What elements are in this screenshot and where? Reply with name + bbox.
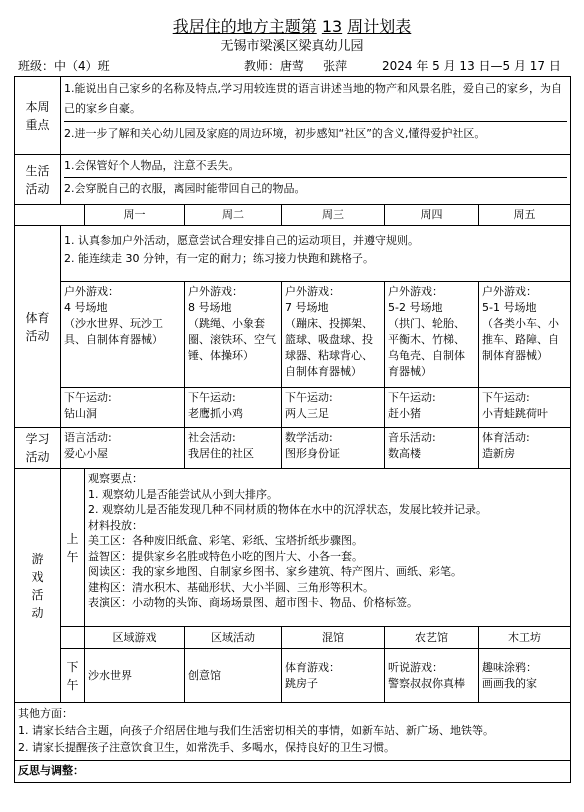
- day-mon: 周一: [85, 205, 185, 226]
- title-prefix: 我居住的地方主题第: [172, 17, 317, 36]
- study-content: 我居住的社区: [188, 447, 254, 460]
- page-title: [14, 16, 570, 38]
- others-item: 1. 请家长结合主题，向孩子介绍居住地与我们生活密切相关的事情，如新车站、新广场、地铁等。: [18, 724, 494, 737]
- pm-cell: 听说游戏： 警察叔叔你真棒: [385, 649, 479, 703]
- life-content: [61, 155, 571, 205]
- outdoor-site: 5-2 号场地: [388, 301, 443, 314]
- outdoor-title: 户外游戏：: [388, 285, 443, 298]
- outdoor-site: 4 号场地: [64, 301, 108, 314]
- observe-title: 观察要点：: [88, 472, 143, 485]
- pe-label: 体育 活动: [15, 226, 61, 428]
- days-header-blank: [15, 205, 85, 226]
- afternoon-cell-thu: [385, 388, 479, 428]
- afternoon-cell-fri: [479, 388, 571, 428]
- pe-goals: [61, 226, 571, 282]
- study-row: [15, 428, 571, 469]
- materials-title: 材料投放：: [88, 518, 143, 532]
- focus-content: [61, 77, 571, 155]
- materials-item: 益智区：提供家乡名胜或特色小吃的图片大、小各一套。: [88, 549, 363, 563]
- afternoon-cell-tue: [185, 388, 282, 428]
- study-title: 语言活动:: [64, 431, 112, 444]
- afternoon-cell-mon: [61, 388, 185, 428]
- pe-goal: 2. 能连续走 30 分钟，有一定的耐力；练习接力快跑和跳格子。: [64, 252, 374, 265]
- game-label: 游 戏 活 动: [15, 469, 61, 703]
- outdoor-content: （跳绳、小象套圈、滚铁环、空气锤、体操环）: [188, 317, 276, 362]
- study-cell-wed: [282, 428, 385, 469]
- outdoor-content: （沙水世界、玩沙工具、自制体育器械）: [64, 317, 163, 346]
- afternoon-title: 下午运动:: [64, 391, 112, 404]
- study-title: 数学活动:: [285, 431, 333, 444]
- study-content: 图形身份证: [285, 447, 340, 460]
- study-cell-mon: [61, 428, 185, 469]
- observe-item: 1. 观察幼儿是否能尝试从小到大排序。: [88, 487, 278, 501]
- materials-item: 建构区：清水积木、基础形状、大小半圆、三角形等积木。: [88, 580, 374, 594]
- weekly-plan-table: [14, 76, 571, 783]
- afternoon-title: 下午运动:: [388, 391, 436, 404]
- life-row: [15, 155, 571, 205]
- observe-item: 2. 观察幼儿是否能发现几种不同材质的物体在水中的沉浮状态，发展比较并记录。: [88, 503, 487, 516]
- outdoor-title: 户外游戏：: [188, 285, 243, 298]
- pm-header: 农艺馆: [385, 627, 479, 649]
- outdoor-site: 7 号场地: [285, 301, 329, 314]
- pe-outdoor-row: [15, 282, 571, 388]
- pm-cell: 沙水世界: [85, 649, 185, 703]
- reflection-row: [15, 761, 571, 783]
- life-item: 2.会穿脱自己的衣服，离园时能带回自己的物品。: [64, 182, 306, 195]
- pm-header: 混馆: [282, 627, 385, 649]
- focus-row: [15, 77, 571, 155]
- class-label: 班级：中（4）班: [18, 59, 110, 73]
- materials-item: 美工区：各种废旧纸盒、彩笔、彩纸、宝塔折纸步骤图。: [88, 534, 363, 547]
- pe-goal: 1. 认真参加户外活动，愿意尝试合理安排自己的运动项目，并遵守规则。: [64, 234, 419, 247]
- pe-goals-row: [15, 226, 571, 282]
- pm-cell: 趣味涂鸦： 画画我的家: [479, 649, 571, 703]
- afternoon-title: 下午运动:: [285, 391, 333, 404]
- others-content: [15, 703, 571, 761]
- study-label: 学习 活动: [15, 428, 61, 469]
- outdoor-content: （拱门、轮胎、平衡木、竹梯、乌龟壳、自制体育器械）: [388, 317, 465, 378]
- focus-item: 1.能说出自己家乡的名称及特点,学习用较连贯的语言讲述当地的物产和风景名胜，爱自己的家乡，为自己的家乡自豪。: [64, 79, 567, 122]
- afternoon-title: 下午运动:: [188, 391, 236, 404]
- outdoor-content: （各类小车、小推车、路障、自制体育器械）: [482, 317, 559, 362]
- info-line: [14, 56, 570, 76]
- study-content: 爱心小屋: [64, 447, 108, 460]
- study-cell-thu: [385, 428, 479, 469]
- others-title: 其他方面：: [18, 707, 73, 720]
- outdoor-cell-mon: [61, 282, 185, 388]
- study-title: 社会活动:: [188, 431, 236, 444]
- pm-cell: 体育游戏： 跳房子: [282, 649, 385, 703]
- day-fri: 周五: [479, 205, 571, 226]
- study-title: 体育活动:: [482, 431, 530, 444]
- day-wed: 周三: [282, 205, 385, 226]
- teacher-label: 教师：唐莺 张萍: [244, 59, 348, 73]
- materials-item: 表演区：小动物的头饰、商场场景图、超市图卡、物品、价格标签。: [88, 596, 418, 609]
- game-pm-label: 下 午: [61, 649, 85, 703]
- pm-header: 木工坊: [479, 627, 571, 649]
- life-label: 生活 活动: [15, 155, 61, 205]
- others-item: 2. 请家长提醒孩子注意饮食卫生，如常洗手、多喝水，保持良好的卫生习惯。: [18, 741, 395, 754]
- afternoon-content: 小青蛙跳荷叶: [482, 407, 548, 420]
- study-content: 造新房: [482, 447, 515, 460]
- title-week-number: 13: [321, 17, 343, 36]
- outdoor-cell-wed: [282, 282, 385, 388]
- reflection-title: 反思与调整：: [15, 761, 571, 783]
- study-content: 数高楼: [388, 447, 421, 460]
- pe-afternoon-row: [15, 388, 571, 428]
- game-am-content: [85, 469, 571, 627]
- afternoon-content: 赶小猪: [388, 407, 421, 420]
- date-label: 2024 年 5 月 13 日—5 月 17 日: [382, 59, 561, 73]
- outdoor-title: 户外游戏：: [482, 285, 537, 298]
- days-header-row: [15, 205, 571, 226]
- study-cell-fri: [479, 428, 571, 469]
- school-name: 无锡市梁溪区梁真幼儿园: [220, 39, 364, 54]
- afternoon-content: 两人三足: [285, 407, 329, 420]
- outdoor-title: 户外游戏：: [64, 285, 119, 298]
- study-title: 音乐活动:: [388, 431, 436, 444]
- day-tue: 周二: [185, 205, 282, 226]
- pm-header: 区域游戏: [85, 627, 185, 649]
- afternoon-content: 老鹰抓小鸡: [188, 407, 243, 420]
- outdoor-title: 户外游戏：: [285, 285, 340, 298]
- materials-item: 阅读区：我的家乡地图、自制家乡图书、家乡建筑、特产图片、画纸、彩笔。: [88, 565, 462, 578]
- game-am-row: [15, 469, 571, 627]
- game-am-label: 上 午: [61, 469, 85, 627]
- outdoor-site: 5-1 号场地: [482, 301, 537, 314]
- study-cell-tue: [185, 428, 282, 469]
- afternoon-title: 下午运动:: [482, 391, 530, 404]
- afternoon-cell-wed: [282, 388, 385, 428]
- day-thu: 周四: [385, 205, 479, 226]
- outdoor-cell-fri: [479, 282, 571, 388]
- afternoon-content: 钻山洞: [64, 407, 97, 420]
- title-suffix: 周计划表: [347, 17, 412, 36]
- game-pm-row: [15, 649, 571, 703]
- outdoor-content: （蹦床、投掷架、篮球、吸盘球、投球器、粘球背心、自制体育器械）: [285, 317, 373, 378]
- outdoor-cell-tue: [185, 282, 282, 388]
- others-row: [15, 703, 571, 761]
- outdoor-site: 8 号场地: [188, 301, 232, 314]
- game-pm-header-blank: [61, 627, 85, 649]
- game-pm-header-row: [15, 627, 571, 649]
- pm-cell: 创意馆: [185, 649, 282, 703]
- pm-header: 区域活动: [185, 627, 282, 649]
- life-item: 1.会保管好个人物品，注意不丢失。: [64, 157, 567, 178]
- focus-item: 2.进一步了解和关心幼儿园及家庭的周边环境，初步感知“社区”的含义,懂得爱护社区。: [64, 127, 486, 140]
- outdoor-cell-thu: [385, 282, 479, 388]
- focus-label: 本周 重点: [15, 77, 61, 155]
